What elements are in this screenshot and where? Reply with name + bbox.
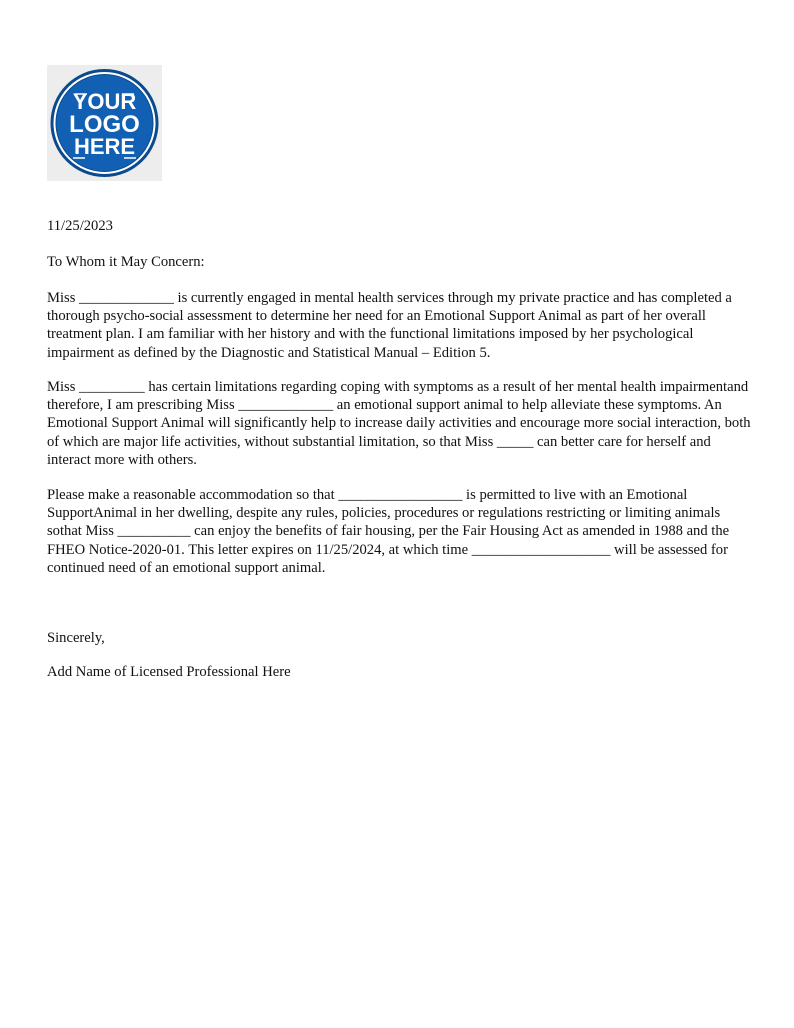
logo-badge-icon [47,65,162,181]
letter-date: 11/25/2023 [47,218,113,234]
logo-text-line2: LOGO [69,111,140,138]
logo-text-line3: HERE [73,134,136,159]
letter-salutation: To Whom it May Concern: [47,254,205,270]
letter-paragraph-2: Miss _________ has certain limitations regarding coping with symptoms as a result of her mental health impairmentand therefore, I am prescribing Miss _____________ an emotional support animal to help alleviate these symptoms. An Emotional Support Animal will significantly help to increase daily activities and encourage more social interaction, both of which are major life activities, without substantial limitation, so that Miss _____ can better care for herself and interact more with others. [47,379,751,468]
letter-paragraph-3: Please make a reasonable accommodation so that _________________ is permitted to live with an Emotional SupportAnimal in her dwelling, despite any rules, policies, procedures or regulations restricting or limiting animals sothat Miss __________ can enjoy the benefits of fair housing, per the Fair Housing Act as amended in 1988 and the FHEO Notice-2020-01. This letter expires on 11/25/2024, at which time ___________________ will be assessed for continued need of an emotional support animal. [47,487,730,576]
logo-text-line1: YOUR [72,89,137,114]
letter-paragraph-1: Miss _____________ is currently engaged in mental health services through my private practice and has completed a thorough psycho-social assessment to determine her need for an Emotional Support Animal as part of her overall treatment plan. I am familiar with her history and with the functional limitations imposed by her psychological impairment as defined by the Diagnostic and Statistical Manual – Edition 5. [47,290,732,361]
letter-signer-name: Add Name of Licensed Professional Here [47,664,291,680]
letter-closing: Sincerely, [47,630,105,646]
logo-placeholder [47,65,162,181]
